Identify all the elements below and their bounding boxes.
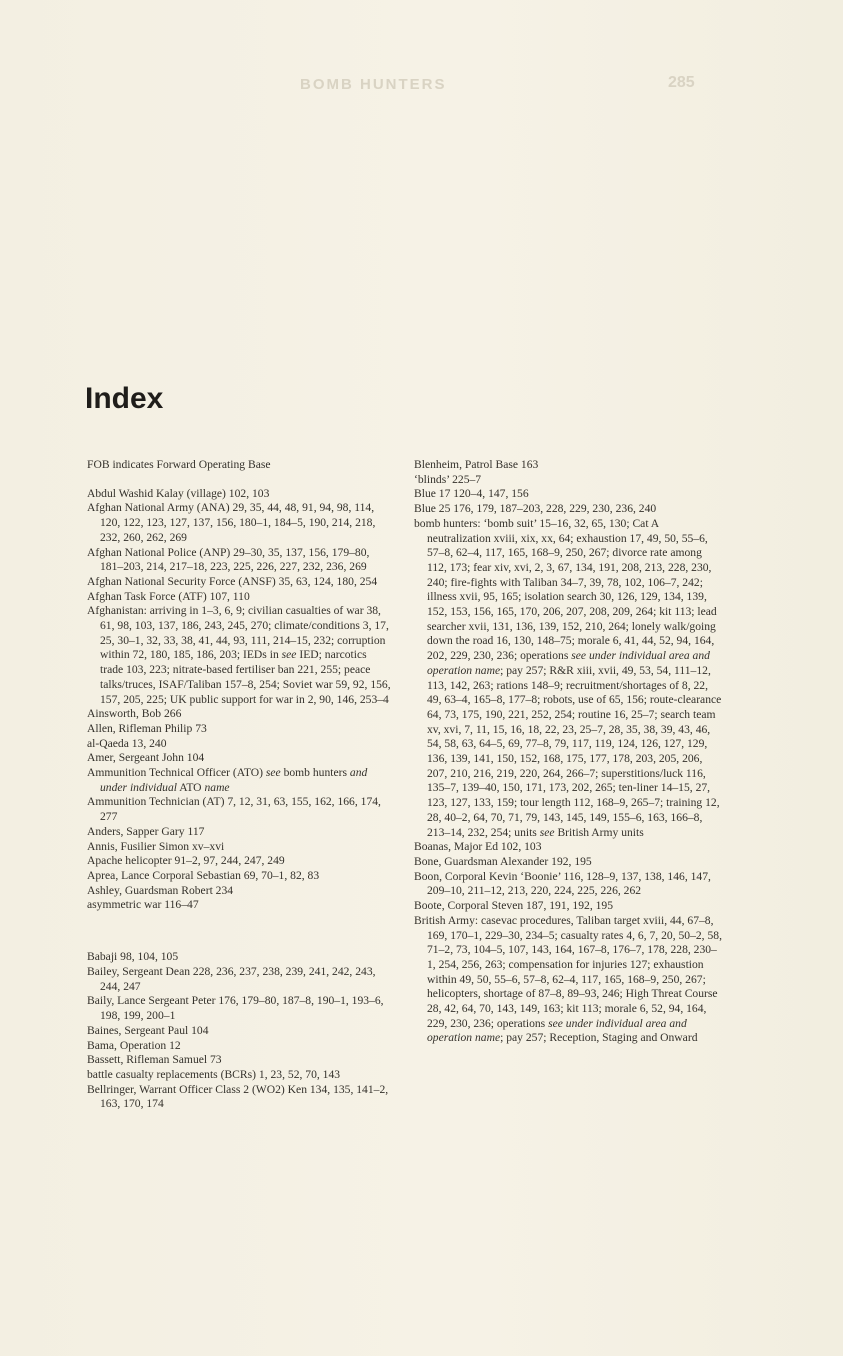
index-entry: Ainsworth, Bob 266: [87, 707, 182, 721]
index-entry: Apache helicopter 91–2, 97, 244, 247, 249: [87, 854, 285, 868]
index-entry: Bassett, Rifleman Samuel 73: [87, 1053, 222, 1067]
index-entry: Ammunition Technician (AT) 7, 12, 31, 63, 155, 162, 166, 174, 277: [87, 795, 381, 824]
index-entry: Blenheim, Patrol Base 163: [414, 458, 539, 471]
index-entry: Boote, Corporal Steven 187, 191, 192, 195: [414, 899, 614, 913]
index-entry: Blue 25 176, 179, 187–203, 228, 229, 230, 236, 240: [414, 502, 657, 516]
index-entry: al-Qaeda 13, 240: [87, 736, 167, 750]
index-entry: battle casualty replacements (BCRs) 1, 23, 52, 70, 143: [87, 1067, 341, 1081]
right-entries-list: [414, 458, 724, 1046]
index-entry: Babaji 98, 104, 105: [87, 950, 179, 964]
show-through-running-header: BOMB HUNTERS: [300, 76, 447, 93]
index-column-right: [414, 458, 724, 1046]
index-entry: Baily, Lance Sergeant Peter 176, 179–80, 187–8, 190–1, 193–6, 198, 199, 200–1: [87, 994, 384, 1023]
index-entry: Afghan National Security Force (ANSF) 35, 63, 124, 180, 254: [87, 574, 378, 588]
index-entry: Bellringer, Warrant Officer Class 2 (WO2) Ken 134, 135, 141–2, 163, 170, 174: [87, 1082, 389, 1111]
index-column-left: [87, 458, 392, 1112]
index-entry: Aprea, Lance Corporal Sebastian 69, 70–1, 82, 83: [87, 868, 320, 882]
index-entry: Afghan National Police (ANP) 29–30, 35, 137, 156, 179–80, 181–203, 214, 217–18, 223, 225, 226, 227, 232, 236, 269: [87, 545, 370, 574]
index-title: Index: [85, 382, 164, 415]
index-entry: Boanas, Major Ed 102, 103: [414, 840, 542, 854]
index-entry: bomb hunters: ‘bomb suit’ 15–16, 32, 65, 130; Cat A neutralization xviii, xix, xx, 64; exhaustion 17, 49, 50, 55–6, 57–8, 62–4, 117, 165, 168–9, 250, 267; divorce rate among 112, 173; fear xiv, xvi, 2, 3, 67, 134, 191, 208, 213, 228, 230, 240; fire-fights with Taliban 34–7, 39, 78, 102, 106–7, 242; illness xvii, 95, 165; isolation search 30, 126, 129, 134, 139, 152, 153, 156, 165, 170, 206, 207, 208, 209, 264; kit 113; lead searcher xvii, 131, 136, 139, 152, 210, 264; lonely walk/going down the road 16, 130, 148–75; morale 6, 41, 44, 52, 94, 164, 202, 229, 230, 236; operations see under individual area and operation name; pay 257; R&R xiii, xvii, 49, 53, 54, 111–12, 113, 142, 263; rations 148–9; recruitment/shortages of 8, 22, 49, 63–4, 165–8, 177–8; robots, use of 65, 156; route-clearance 64, 73, 175, 190, 221, 252, 254; routine 16, 25–7; search team xv, xvi, 7, 11, 15, 16, 18, 22, 23, 25–7, 28, 35, 38, 39, 43, 46, 54, 58, 63, 64–5, 69, 77–8, 79, 117, 119, 124, 126, 127, 129, 136, 139, 141, 150, 152, 168, 175, 177, 178, 203, 205, 206, 207, 210, 216, 219, 220, 264, 266–7; superstitions/luck 116, 135–7, 139–40, 150, 171, 173, 202, 265; ten-liner 14–15, 27, 123, 127, 133, 159; tour length 112, 168–9, 265–7; training 12, 28, 40–2, 64, 70, 71, 79, 143, 145, 149, 155–6, 163, 166–8, 213–14, 232, 254; units see British Army units: [414, 516, 722, 839]
index-entry: Bone, Guardsman Alexander 192, 195: [414, 854, 592, 868]
index-entry: Anders, Sapper Gary 117: [87, 824, 205, 838]
index-entry: Afghan National Army (ANA) 29, 35, 44, 48, 91, 94, 98, 114, 120, 122, 123, 127, 137, 156, 180–1, 184–5, 190, 214, 218, 232, 260, 262, 269: [87, 501, 376, 544]
section-gap: [87, 925, 392, 939]
index-entry: asymmetric war 116–47: [87, 898, 199, 912]
index-entry: Afghanistan: arriving in 1–3, 6, 9; civilian casualties of war 38, 61, 98, 103, 137, 186, 243, 245, 270; climate/conditions 3, 17, 25, 30–1, 32, 33, 38, 41, 44, 93, 111, 214–15, 232; corruption within 72, 180, 185, 186, 203; IEDs in see IED; narcotics trade 103, 223; nitrate-based fertiliser ban 221, 255; peace talks/truces, ISAF/Taliban 157–8, 254; Soviet war 59, 92, 156, 157, 205, 225; UK public support for war in 2, 90, 146, 253–4: [87, 604, 391, 706]
index-entry: ‘blinds’ 225–7: [414, 472, 482, 486]
index-entry: Bailey, Sergeant Dean 228, 236, 237, 238, 239, 241, 242, 243, 244, 247: [87, 964, 376, 993]
index-entry: Baines, Sergeant Paul 104: [87, 1023, 209, 1037]
index-entry: Afghan Task Force (ATF) 107, 110: [87, 589, 250, 603]
index-entry: Amer, Sergeant John 104: [87, 751, 205, 765]
index-entry: Boon, Corporal Kevin ‘Boonie’ 116, 128–9, 137, 138, 146, 147, 209–10, 211–12, 213, 220, 224, 225, 226, 262: [414, 869, 711, 898]
index-note: FOB indicates Forward Operating Base: [87, 458, 271, 471]
index-entry: Ashley, Guardsman Robert 234: [87, 883, 234, 897]
index-entry: Abdul Washid Kalay (village) 102, 103: [87, 486, 270, 500]
index-entry: British Army: casevac procedures, Taliban target xviii, 44, 67–8, 169, 170–1, 229–30, 234–5; casualty rates 4, 6, 7, 20, 50–2, 58, 71–2, 73, 104–5, 107, 143, 164, 167–8, 176–7, 178, 228, 230–1, 254, 256, 263; compensation for injuries 127; exhaustion within 49, 50, 55–6, 57–8, 62–4, 117, 165, 168–9, 250, 267; helicopters, shortage of 87–8, 89–93, 246; High Threat Course 28, 42, 64, 70, 143, 149, 163; kit 113; morale 6, 52, 94, 164, 229, 230, 236; operations see under individual area and operation name; pay 257; Reception, Staging and Onward: [414, 913, 722, 1045]
left-entries-list: [87, 487, 392, 1112]
index-entry: Blue 17 120–4, 147, 156: [414, 487, 529, 501]
show-through-page-number: 285: [668, 74, 695, 91]
index-entry: Allen, Rifleman Philip 73: [87, 721, 207, 735]
index-entry: Annis, Fusilier Simon xv–xvi: [87, 839, 225, 853]
index-entry: Bama, Operation 12: [87, 1038, 181, 1052]
index-entry: Ammunition Technical Officer (ATO) see bomb hunters and under individual ATO name: [87, 766, 368, 794]
